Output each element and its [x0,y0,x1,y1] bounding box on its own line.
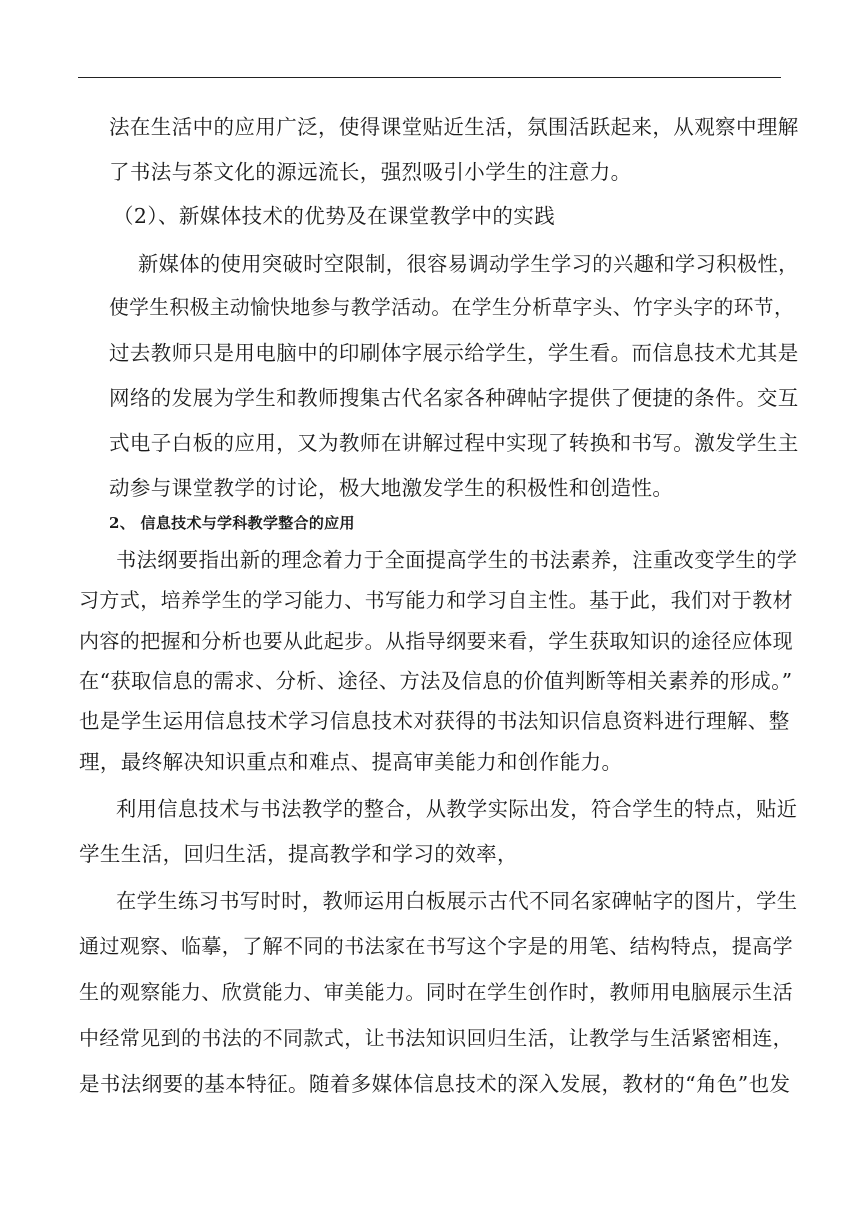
paragraph-line: 过去教师只是用电脑中的印刷体字展示给学生，学生看。而信息技术尤其是 [109,341,799,365]
header-rule [78,77,781,78]
paragraph-line: 在“获取信息的需求、分析、途径、方法及信息的价值判断等相关素养的形成。” [79,669,793,693]
paragraph-line: 通过观察、临摹，了解不同的书法家在书写这个字是的用笔、结构特点，提高学 [79,934,793,958]
paragraph-line: 内容的把握和分析也要从此起步。从指导纲要来看，学生获取知识的途径应体现 [79,629,793,653]
paragraph-line: 了书法与茶文化的源远流长，强烈吸引小学生的注意力。 [109,160,632,184]
paragraph-line: 网络的发展为学生和教师搜集古代名家各种碑帖字提供了便捷的条件。交互 [109,386,799,410]
paragraph-line: 利用信息技术与书法教学的整合，从教学实际出发，符合学生的特点，贴近 [116,797,798,821]
paragraph-line: 也是学生运用信息技术学习信息技术对获得的书法知识信息资料进行理解、整 [79,709,790,733]
paragraph-line: 动参与课堂教学的讨论，极大地激发学生的积极性和创造性。 [109,476,674,500]
paragraph-line: 是书法纲要的基本特征。随着多媒体信息技术的深入发展，教材的“角色”也发 [79,1072,791,1096]
paragraph-line: 习方式，培养学生的学习能力、书写能力和学习自主性。基于此，我们对于教材 [79,588,793,612]
paragraph-line: 中经常见到的书法的不同款式，让书法知识回归生活，让教学与生活紧密相连， [79,1026,793,1050]
section-subheading: （2）、新媒体技术的优势及在课堂教学中的实践 [113,204,556,228]
paragraph-line: 学生生活，回归生活，提高教学和学习的效率， [79,842,518,866]
paragraph-line: 使学生积极主动愉快地参与教学活动。在学生分析草字头、竹字头字的环节， [109,296,795,319]
paragraph-line: 法在生活中的应用广泛，使得课堂贴近生活，氛围活跃起来，从观察中理解 [109,115,799,139]
paragraph-line: 在学生练习书写时时，教师运用白板展示古代不同名家碑帖字的图片，学生 [116,889,798,913]
paragraph-line: 式电子白板的应用，又为教师在讲解过程中实现了转换和书写。激发学生主 [109,431,799,455]
section-heading: 2、 信息技术与学科教学整合的应用 [109,514,355,532]
paragraph-line: 书法纲要指出新的理念着力于全面提高学生的书法素养，注重改变学生的学 [116,548,798,572]
paragraph-line: 生的观察能力、欣赏能力、审美能力。同时在学生创作时，教师用电脑展示生活 [79,980,793,1004]
paragraph-line: 理，最终解决知识重点和难点、提高审美能力和创作能力。 [79,750,623,774]
paragraph-line: 新媒体的使用突破时空限制，很容易调动学生学习的兴趣和学习积极性， [138,252,799,276]
